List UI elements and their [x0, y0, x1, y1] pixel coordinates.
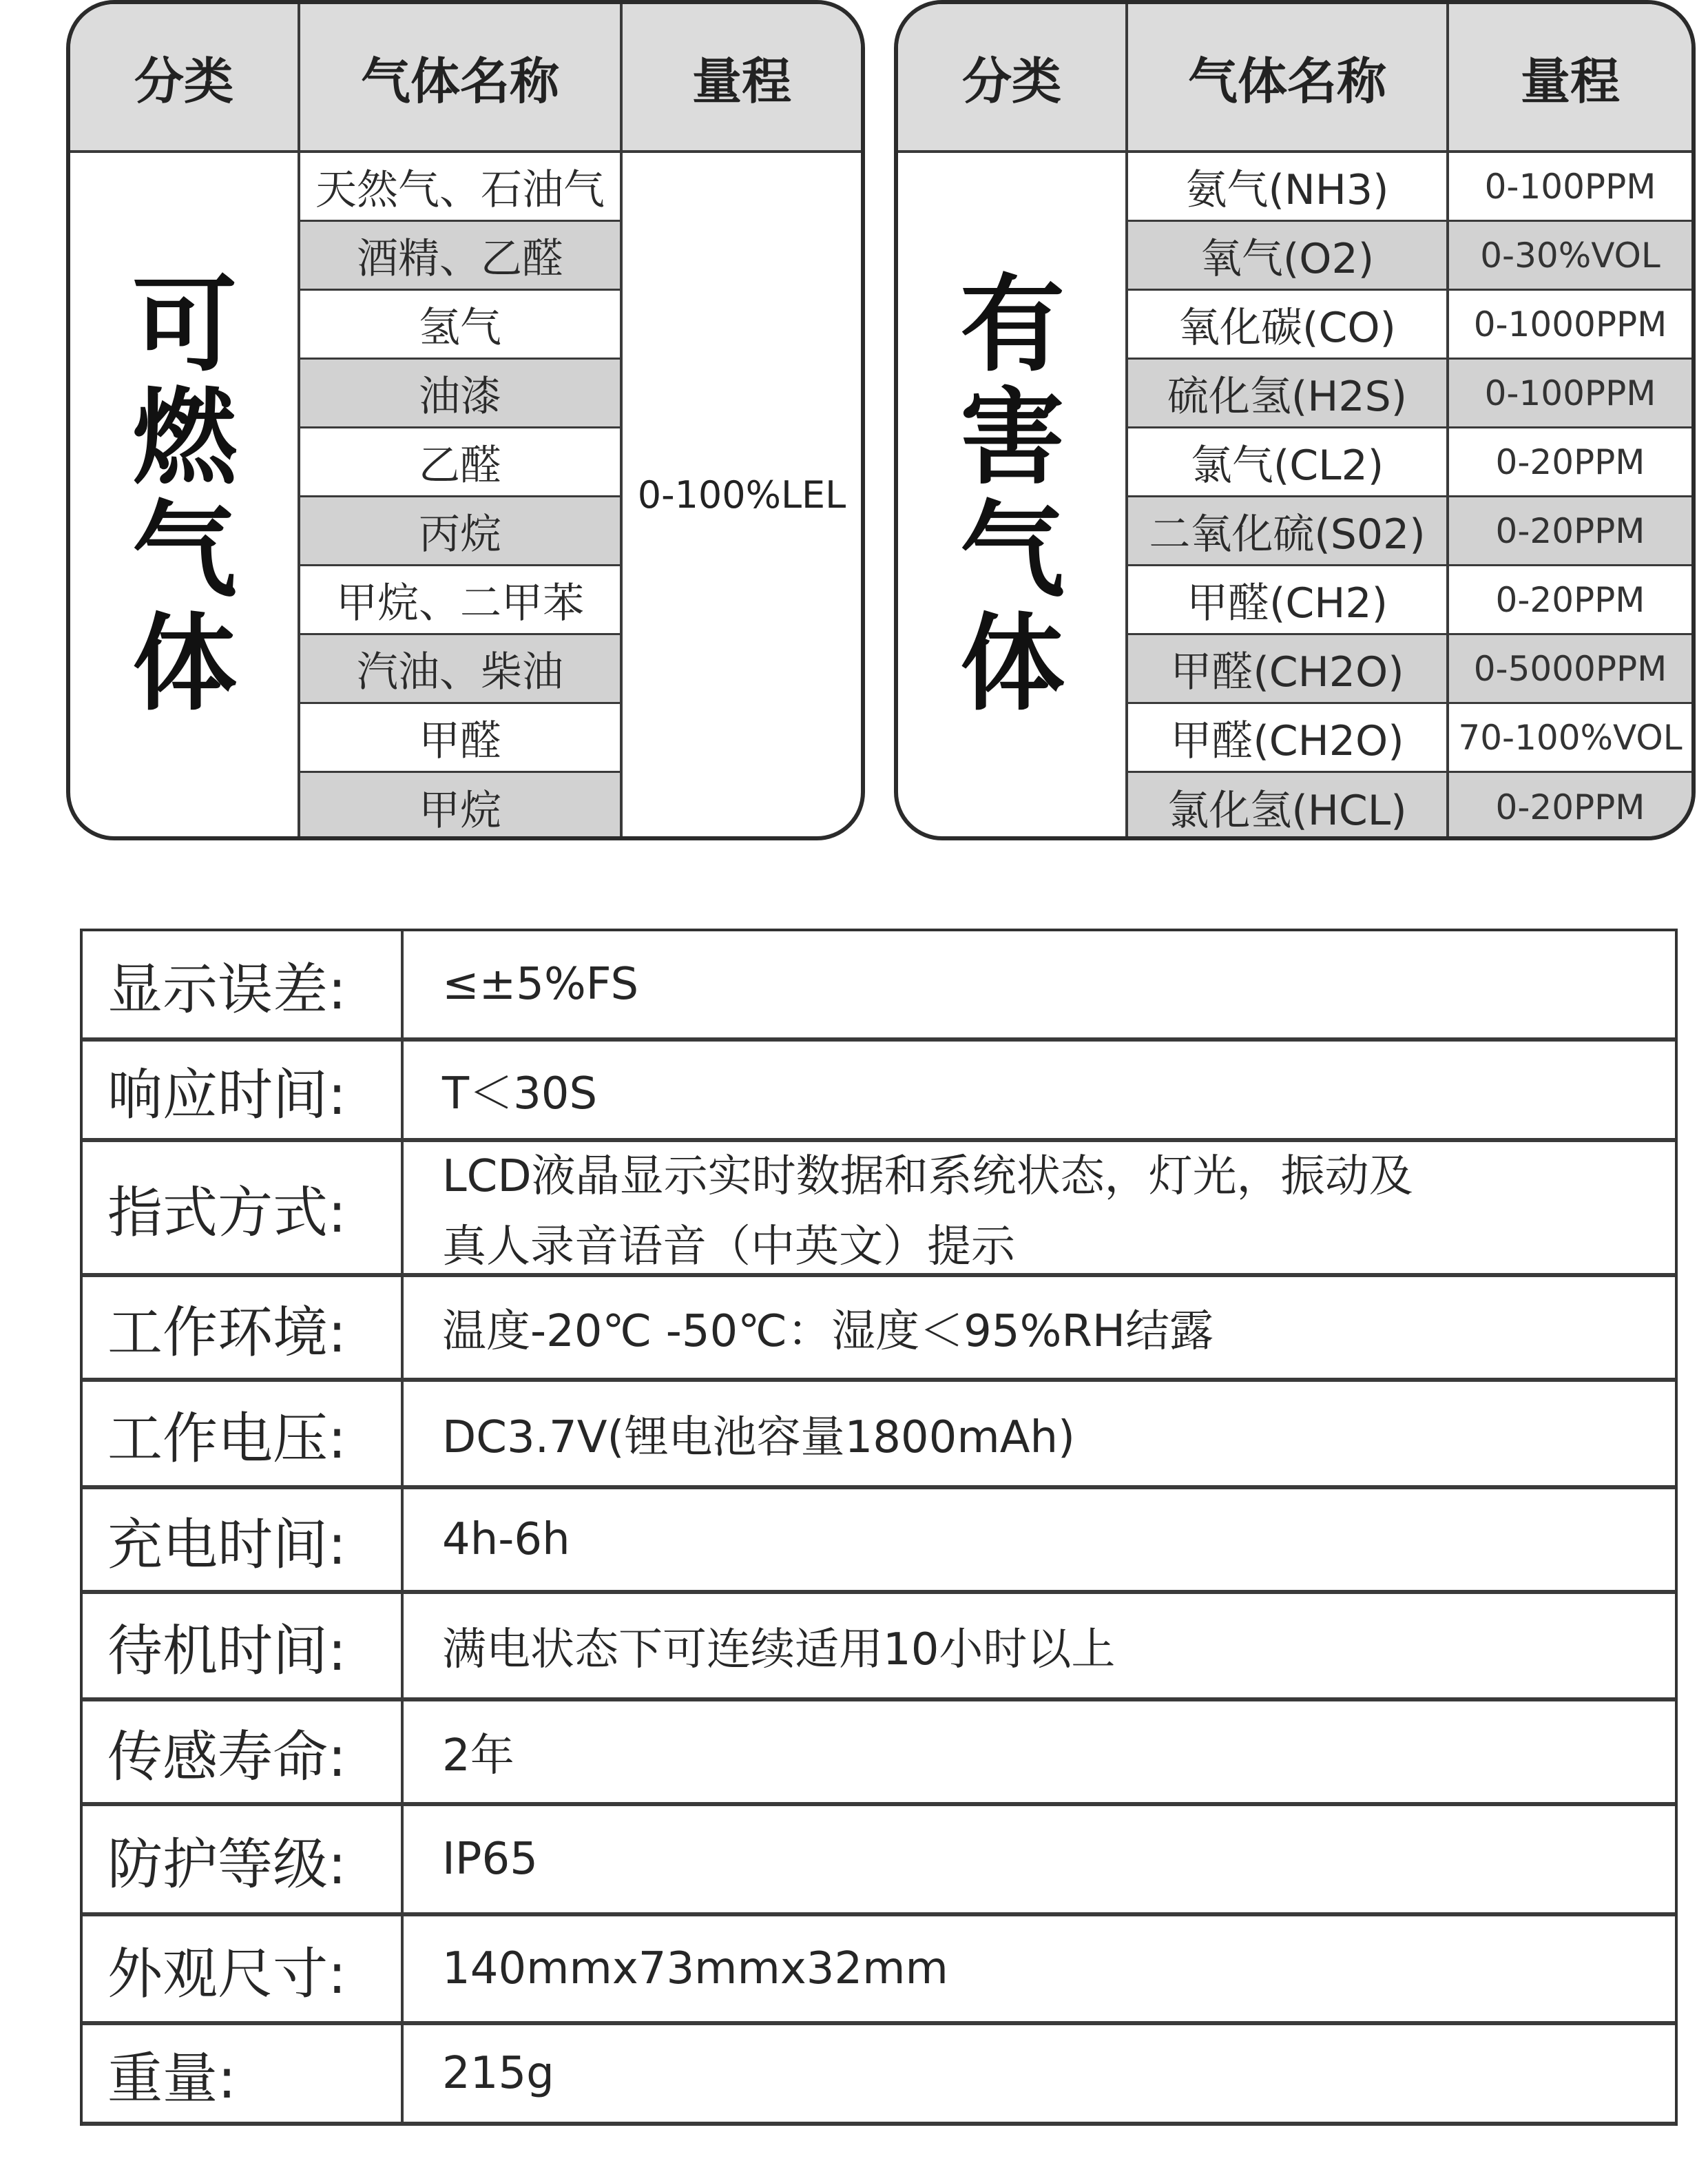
gas-name: 氨气(NH3) [1128, 153, 1449, 220]
gas-name: 甲醛(CH2O) [1128, 704, 1449, 771]
gas-name: 天然气、石油气 [315, 165, 605, 214]
spec-row [83, 1916, 1675, 2025]
gas-name: 甲烷 [419, 787, 501, 835]
table-row [300, 497, 620, 566]
spec-row [83, 2025, 1675, 2126]
table-row [1128, 635, 1691, 704]
spec-label: 外观尺寸: [83, 1916, 404, 2021]
spec-value [404, 1142, 1675, 1273]
table-row [300, 566, 620, 635]
spec-row [83, 1701, 1675, 1806]
spec-value: T＜30S [442, 1068, 598, 1119]
spec-label: 指式方式: [83, 1142, 404, 1273]
gas-name: 酒精、乙醛 [357, 234, 563, 283]
table-row [300, 635, 620, 704]
header-category: 分类 [961, 52, 1061, 110]
spec-label: 工作电压: [83, 1382, 404, 1485]
spec-row [83, 931, 1675, 1042]
table-row [1128, 566, 1691, 635]
gas-range: 0-5000PPM [1473, 648, 1667, 689]
spec-row [83, 1806, 1675, 1916]
gas-name: 氯化氢(HCL) [1128, 773, 1449, 840]
spec-row [83, 1594, 1675, 1701]
table-row [1128, 428, 1691, 497]
spec-row [83, 1042, 1675, 1142]
gas-list [1128, 153, 1691, 836]
spec-value: ≤±5%FS [442, 959, 639, 1010]
gas-range: 0-1000PPM [1473, 304, 1667, 344]
spec-label: 工作环境: [83, 1277, 404, 1378]
spec-label: 显示误差: [83, 931, 404, 1037]
gas-name: 油漆 [419, 372, 501, 421]
spec-row [83, 1142, 1675, 1277]
spec-row [83, 1489, 1675, 1594]
table-header [70, 4, 861, 153]
table-row [1128, 222, 1691, 291]
gas-name: 氯气(CL2) [1128, 428, 1449, 495]
table-row [1128, 704, 1691, 773]
table-row [300, 773, 620, 840]
table-header [898, 4, 1691, 153]
table-row [300, 428, 620, 497]
spec-value: 4h-6h [442, 1514, 570, 1565]
gas-name: 氢气 [419, 303, 501, 352]
gas-range: 0-100PPM [1484, 373, 1656, 413]
table-row [1128, 291, 1691, 360]
gas-name: 乙醛 [419, 441, 501, 490]
gas-range: 0-20PPM [1495, 787, 1645, 827]
table-row [300, 704, 620, 773]
gas-name: 氧气(O2) [1128, 222, 1449, 289]
spec-row [83, 1382, 1675, 1489]
spec-label: 待机时间: [83, 1594, 404, 1697]
table-row [300, 360, 620, 428]
toxic-gas-table [894, 0, 1696, 840]
category-label: 有害气体 [960, 264, 1065, 725]
combustible-gas-table [66, 0, 865, 840]
spec-value: 2年 [442, 1730, 514, 1781]
spec-value-line: LCD液晶显示实时数据和系统状态，灯光，振动及 [442, 1151, 1413, 1202]
header-range: 量程 [1520, 52, 1620, 110]
spec-label: 充电时间: [83, 1489, 404, 1590]
spec-value: 满电状态下可连续适用10小时以上 [442, 1624, 1116, 1675]
gas-name: 二氧化硫(S02) [1128, 497, 1449, 564]
header-gas-name: 气体名称 [1187, 52, 1386, 110]
gas-list [300, 153, 620, 836]
gas-range: 0-20PPM [1495, 510, 1645, 551]
spec-label: 传感寿命: [83, 1701, 404, 1802]
gas-name: 丙烷 [419, 510, 501, 559]
table-row [1128, 773, 1691, 840]
gas-range: 70-100%VOL [1458, 717, 1683, 758]
spec-value: IP65 [442, 1834, 538, 1885]
gas-name: 甲醛(CH2O) [1128, 635, 1449, 702]
category-cell [70, 153, 298, 836]
gas-name: 硫化氢(H2S) [1128, 360, 1449, 426]
header-range: 量程 [691, 52, 791, 110]
gas-name: 甲烷、二甲苯 [336, 579, 584, 628]
spec-label: 重量: [83, 2025, 404, 2122]
gas-range: 0-20PPM [1495, 442, 1645, 482]
gas-name: 汽油、柴油 [357, 648, 563, 696]
table-row [1128, 153, 1691, 222]
range-cell: 0-100%LEL [637, 473, 846, 517]
gas-range: 0-100PPM [1484, 166, 1656, 207]
header-gas-name: 气体名称 [360, 52, 559, 110]
category-cell [898, 153, 1125, 836]
gas-range: 0-30%VOL [1480, 235, 1660, 276]
header-category: 分类 [134, 52, 233, 110]
gas-name: 甲醛 [419, 716, 501, 765]
spec-value-line: 真人录音语音（中英文）提示 [442, 1221, 1015, 1272]
spec-label: 防护等级: [83, 1806, 404, 1912]
table-row [300, 222, 620, 291]
table-row [1128, 497, 1691, 566]
category-label: 可燃气体 [132, 264, 237, 725]
table-row [300, 291, 620, 360]
spec-value: 215g [442, 2048, 554, 2099]
gas-name: 氧化碳(CO) [1128, 291, 1449, 358]
spec-value: DC3.7V(锂电池容量1800mAh) [442, 1412, 1076, 1463]
table-row [300, 153, 620, 222]
spec-label: 响应时间: [83, 1042, 404, 1138]
gas-range: 0-20PPM [1495, 579, 1645, 620]
table-row [1128, 360, 1691, 428]
spec-value: 140mmx73mmx32mm [442, 1943, 948, 1994]
gas-name: 甲醛(CH2) [1128, 566, 1449, 633]
spec-value: 温度-20℃ -50℃：湿度＜95%RH结露 [442, 1306, 1214, 1357]
spec-table [80, 929, 1678, 2126]
spec-row [83, 1277, 1675, 1382]
